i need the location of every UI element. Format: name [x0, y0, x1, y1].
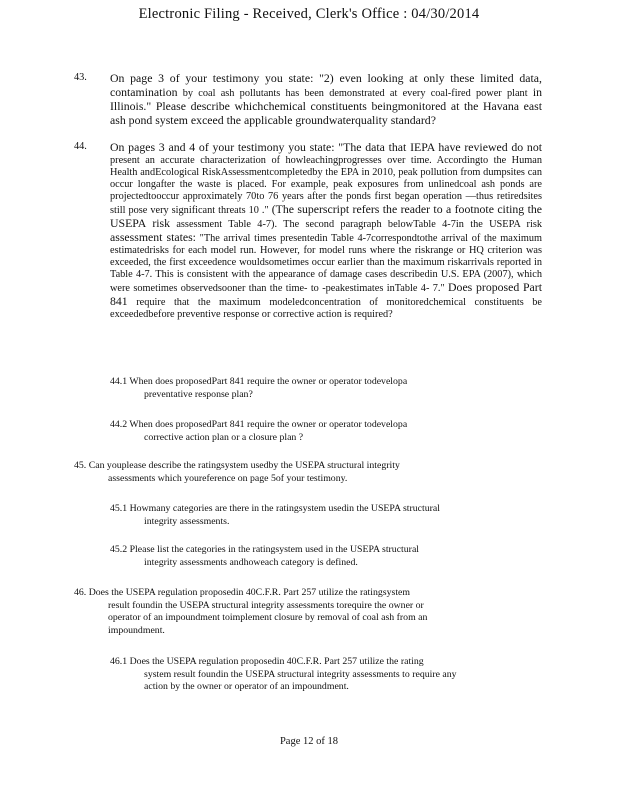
question-text-2: in Illinois." Please describe whichchemical constituents beingmonitored at the Havana east ash pond system exceed the applicable groundwaterquality standard?: [110, 85, 542, 127]
question-body: [110, 72, 542, 128]
question-45-2: [110, 544, 530, 569]
sub-question-line: 44.2 When does proposedPart 841 require the owner or operator todevelopa: [110, 419, 408, 430]
quote-paragraph: present an accurate characterization of howleachingprogresses over time. Accordingto the Human Health andEcological RiskAssessmentcompletedby the EPA in 2010, peak pollution from dumpsites can occur longafter the waste is placed. For example, peak exposures from unlinedcoal ash ponds are projectedtooccur approximately 70to 76 years after the ponds first began operation —thus retiredsites still pose very significant threats 10 .": [110, 155, 542, 216]
assessment-states: assessment states:: [110, 230, 196, 244]
question-number: 44.: [74, 141, 87, 152]
question-line: 45. Can youplease describe the ratingsystem usedby the USEPA structural integrity: [74, 460, 400, 471]
question-number: 43.: [74, 72, 87, 83]
sub-question-line: 45.1 Howmany categories are there in the ratingsystem usedin the USEPA structural: [110, 503, 440, 514]
question-line-2: result foundin the USEPA structural integrity assessments torequire the owner or: [108, 599, 424, 611]
sub-question-line-2: system result foundin the USEPA structural integrity assessments to require any: [144, 668, 457, 680]
question-body: [110, 141, 542, 321]
sub-question-line-2: integrity assessments.: [144, 515, 230, 527]
question-line-2: assessments which youreference on page 5of your testimony.: [108, 472, 348, 484]
sub-question-line: 45.2 Please list the categories in the ratingsystem used in the USEPA structural: [110, 544, 420, 555]
question-45: [74, 460, 514, 485]
question-43: [74, 72, 544, 132]
question-text: by coal ash pollutants has been demonstrated at every coal-fired power plant: [182, 88, 528, 99]
sub-question-line-3: action by the owner or operator of an impoundment.: [144, 681, 349, 692]
sub-question-line: 44.1 When does proposedPart 841 require the owner or operator todevelopa: [110, 376, 408, 387]
sub-question-line-2: corrective action plan or a closure plan ?: [144, 431, 304, 443]
quote-paragraph-2: "The arrival times presentedin Table 4-7correspondtothe arrival of the maximum estimatedrisks for each model run. However, for model runs where the riskrange or HQ criterion was exceeded, the first exceedence wouldsometimes occur earlier than the maximum riskarrivals reported in Table 4-7. This is consistent with the appearance of damage cases describedin U.S. EPA (2007), which were sometimes observedsooner than the time- to -peakestimates inTable 4- 7.": [110, 233, 542, 294]
question-line: 46. Does the USEPA regulation proposedin 40C.F.R. Part 257 utilize the ratingsystem: [74, 587, 411, 598]
question-line-4: impoundment.: [108, 624, 165, 636]
question-46-1: [110, 656, 530, 694]
superscript-note: (The superscript refers the reader to a footnote citing the USEPA risk: [110, 202, 542, 230]
sub-question-line-2: preventative response plan?: [144, 388, 253, 400]
question-lead: On page 3 of your testimony you state: "2) even looking at only these limited data, contamination: [110, 71, 542, 99]
question-44-2: [110, 419, 510, 444]
question-text: require that the maximum modeledconcentration of monitoredchemical constituents be exceededbefore preventive response or corrective action is required?: [110, 297, 542, 320]
question-44: [74, 141, 544, 371]
risk-assessment-ref: assessment Table 4-7). The second paragraph belowTable 4-7in the USEPA risk: [176, 219, 542, 230]
question-line-3: operator of an impoundment toimplement closure by removal of coal ash from an: [108, 612, 428, 623]
question-44-1: [110, 376, 510, 401]
page-number: Page 12 of 18: [279, 736, 339, 747]
question-part-841: Does proposed Part 841: [110, 280, 542, 308]
filing-header: Electronic Filing - Received, Clerk's Office : 04/30/2014: [138, 6, 480, 22]
question-46: [74, 587, 534, 637]
question-lead: On pages 3 and 4 of your testimony you state: "The data that IEPA have reviewed do not: [110, 140, 542, 154]
question-45-1: [110, 503, 530, 528]
sub-question-line: 46.1 Does the USEPA regulation proposedin 40C.F.R. Part 257 utilize the rating: [110, 656, 424, 667]
sub-question-line-2: integrity assessments andhoweach category is defined.: [144, 556, 358, 568]
